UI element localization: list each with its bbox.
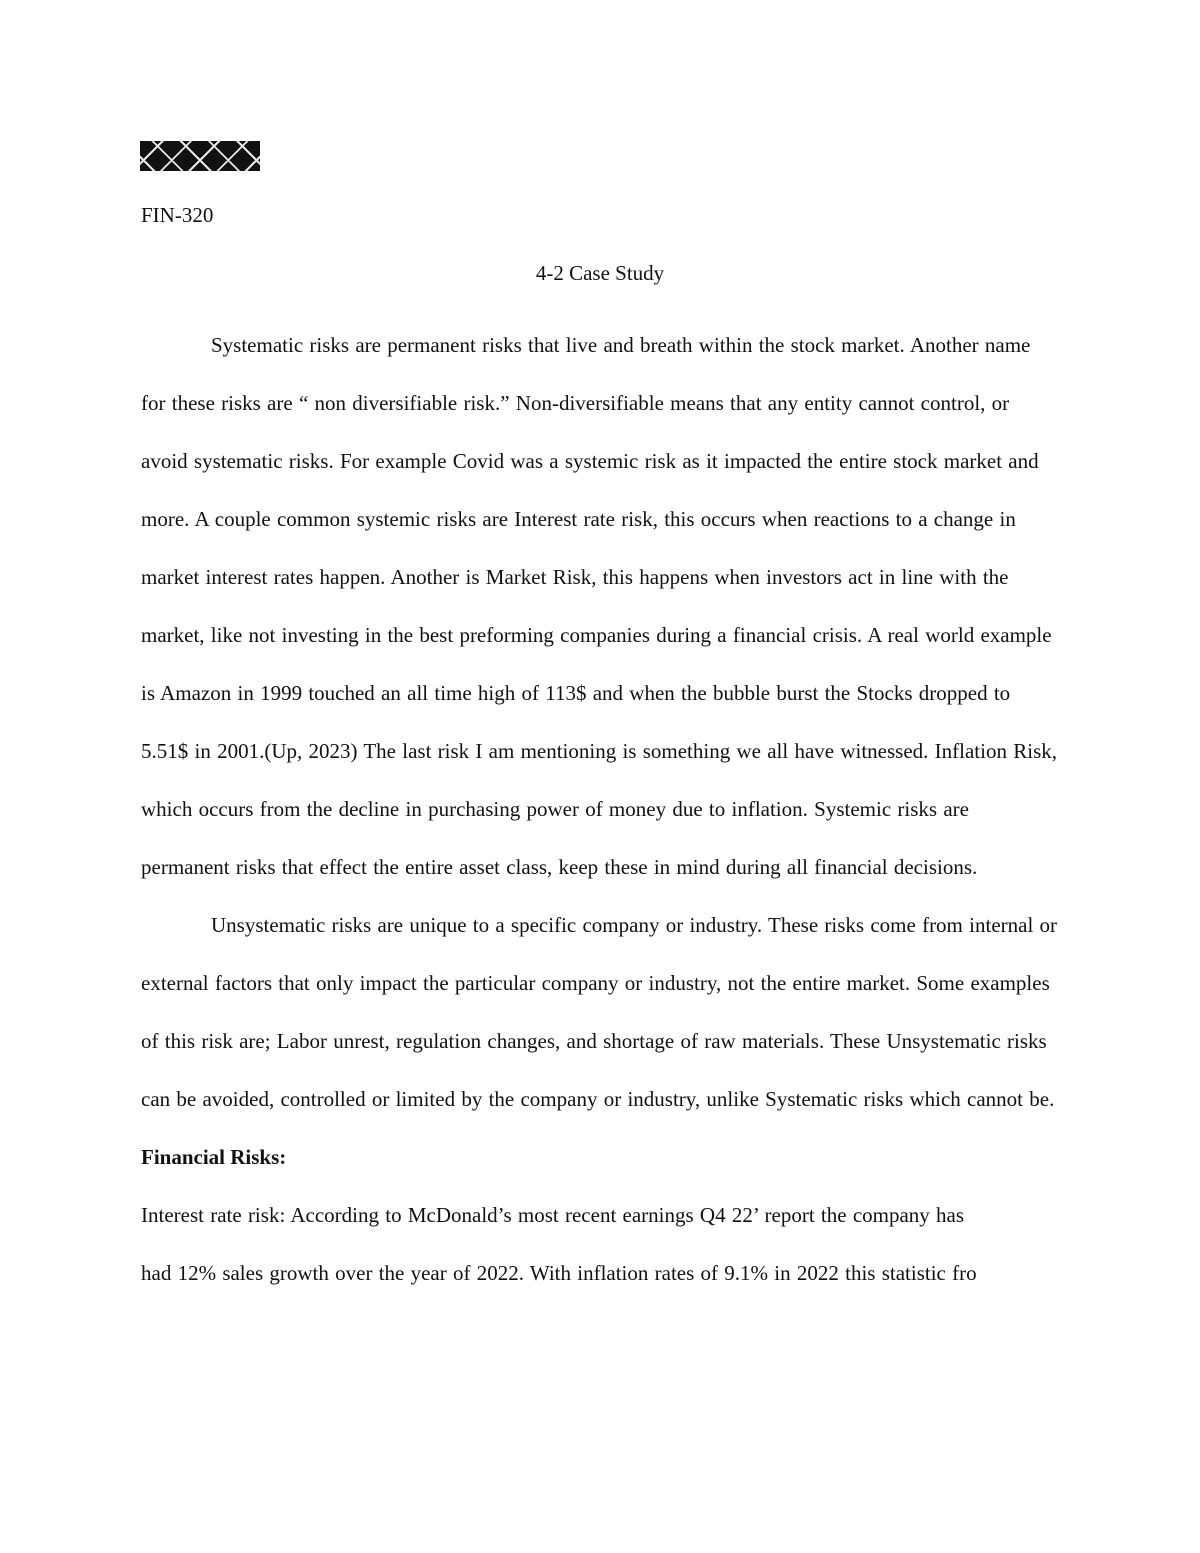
document-body [141,316,1061,1302]
interest-rate-line-2: had 12% sales growth over the year of 2022. With inflation rates of 9.1% in 2022 this statistic fro [141,1261,977,1285]
paragraph-unsystematic-risks: Unsystematic risks are unique to a specific company or industry. These risks come from internal or external factors that only impact the particular company or industry, not the entire market. Some examples of this risk are; Labor unrest, regulation changes, and shortage of raw materials. These Unsystematic risks can be avoided, controlled or limited by the company or industry, unlike Systematic risks which cannot be. [141,913,1058,1111]
paragraph-systematic-risks: Systematic risks are permanent risks that live and breath within the stock market. Another name for these risks are “ non diversifiable risk.” Non-diversifiable means that any entity cannot control, or avoid systematic risks. For example Covid was a systemic risk as it impacted the entire stock market and more. A couple common systemic risks are Interest rate risk, this occurs when reactions to a change in market interest rates happen. Another is Market Risk, this happens when investors act in line with the market, like not investing in the best preforming companies during a financial crisis. A real world example is Amazon in 1999 touched an all time high of 113$ and when the bubble burst the Stocks dropped to 5.51$ in 2001.(Up, 2023) The last risk I am mentioning is something we all have witnessed. Inflation Risk, which occurs from the decline in purchasing power of money due to inflation. Systemic risks are permanent risks that effect the entire asset class, keep these in mind during all financial decisions. [141,333,1057,879]
document-title: 4-2 Case Study [535,261,665,285]
redacted-name-block [140,141,260,171]
section-heading-financial-risks: Financial Risks: [141,1145,287,1169]
course-code: FIN-320 [141,203,214,227]
interest-rate-line-1: Interest rate risk: According to McDonald’s most recent earnings Q4 22’ report the company has [141,1203,965,1227]
